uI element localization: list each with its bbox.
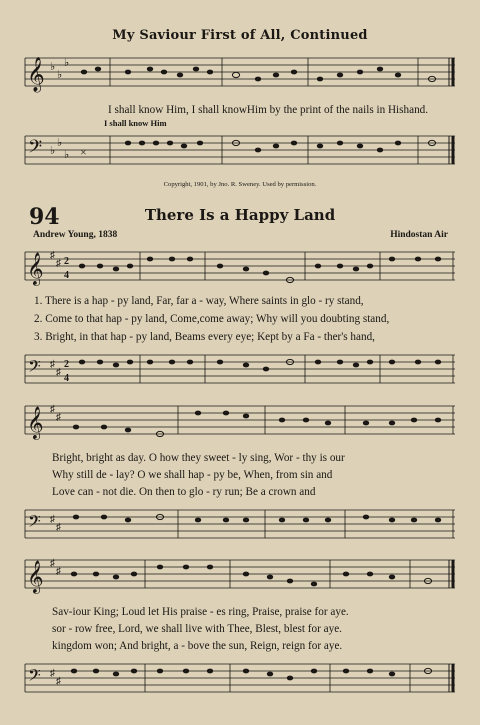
svg-text:♯: ♯ [50,404,55,415]
svg-text:2: 2 [64,359,69,370]
hymn-author: Andrew Young, 1838 [33,230,118,240]
system1-verse2: 2. Come to that hap - py land, Come,come away; Why will you doubting stand, [34,313,390,325]
staff-system1-treble [0,244,480,292]
svg-text:♭: ♭ [57,69,63,81]
svg-text:𝄞: 𝄞 [27,252,44,285]
system3-verse1: Sav-iour King; Loud let His praise - es ring, Praise, praise for aye. [52,606,349,618]
hymn-tune: Hindostan Air [390,230,448,240]
svg-text:♯: ♯ [56,367,61,378]
svg-text:𝄞: 𝄞 [27,406,44,439]
svg-text:♭: ♭ [64,149,70,161]
svg-text:♭: ♭ [50,61,56,73]
continued-lyric: I shall know Him, I shall knowHim by the print of the nails in Hishand. [108,104,429,116]
staff-system2-treble [0,398,480,448]
svg-text:4: 4 [64,270,69,281]
system3-verse2: sor - row free, Lord, we shall live with Thee, Blest, blest for aye. [52,623,342,635]
svg-text:♯: ♯ [56,566,61,577]
svg-text:𝄢: 𝄢 [28,511,41,535]
svg-text:♯: ♯ [50,359,55,370]
system3-verse3: kingdom won; And bright, a - bove the sun, Reign, reign for aye. [52,640,343,652]
staff-system2-bass [0,502,480,548]
hymn-number: 94 [29,204,60,230]
svg-text:♯: ♯ [56,676,61,687]
svg-text:4: 4 [64,373,69,384]
staff-continued-bass [0,126,480,176]
hymn-title: There Is a Happy Land [144,206,336,224]
svg-text:♭: ♭ [50,145,56,157]
staff-system3-treble [0,552,480,602]
system2-verse2: Why still de - lay? O we shall hap - py be, When, from sin and [52,469,333,481]
continued-title: My Saviour First of All, Continued [112,28,368,43]
copyright-note: Copyright, 1901, by Jno. R. Sweney. Used by permission. [163,181,317,188]
svg-text:♯: ♯ [56,412,61,423]
system2-verse3: Love can - not die. On then to glo - ry run; Be a crown and [52,486,316,498]
svg-text:2: 2 [64,256,69,267]
system2-verse1: Bright, bright as day. O how they sweet - ly sing, Wor - thy is our [52,452,345,464]
svg-text:𝄞: 𝄞 [27,57,45,92]
svg-text:𝄞: 𝄞 [27,560,44,593]
continued-echo: I shall know Him [104,118,167,128]
svg-text:♯: ♯ [50,558,55,569]
svg-text:♭: ♭ [64,57,70,69]
system1-verse1: 1. There is a hap - py land, Far, far a - way, Where saints in glo - ry stand, [34,295,364,307]
svg-text:𝄢: 𝄢 [28,137,43,162]
svg-text:♯: ♯ [56,522,61,533]
svg-text:♯: ♯ [56,258,61,269]
staff-system1-bass [0,347,480,393]
svg-text:♭: ♭ [57,137,63,149]
svg-text:♯: ♯ [50,514,55,525]
svg-text:𝄢: 𝄢 [28,665,41,689]
staff-continued-treble [0,48,480,100]
svg-text:𝄢: 𝄢 [28,356,41,380]
svg-text:♯: ♯ [50,250,55,261]
svg-text:♯: ♯ [50,668,55,679]
staff-system3-bass [0,656,480,706]
system1-verse3: 3. Bright, in that hap - py land, Beams every eye; Kept by a Fa - ther's hand, [34,331,375,343]
svg-text:×: × [80,145,87,159]
